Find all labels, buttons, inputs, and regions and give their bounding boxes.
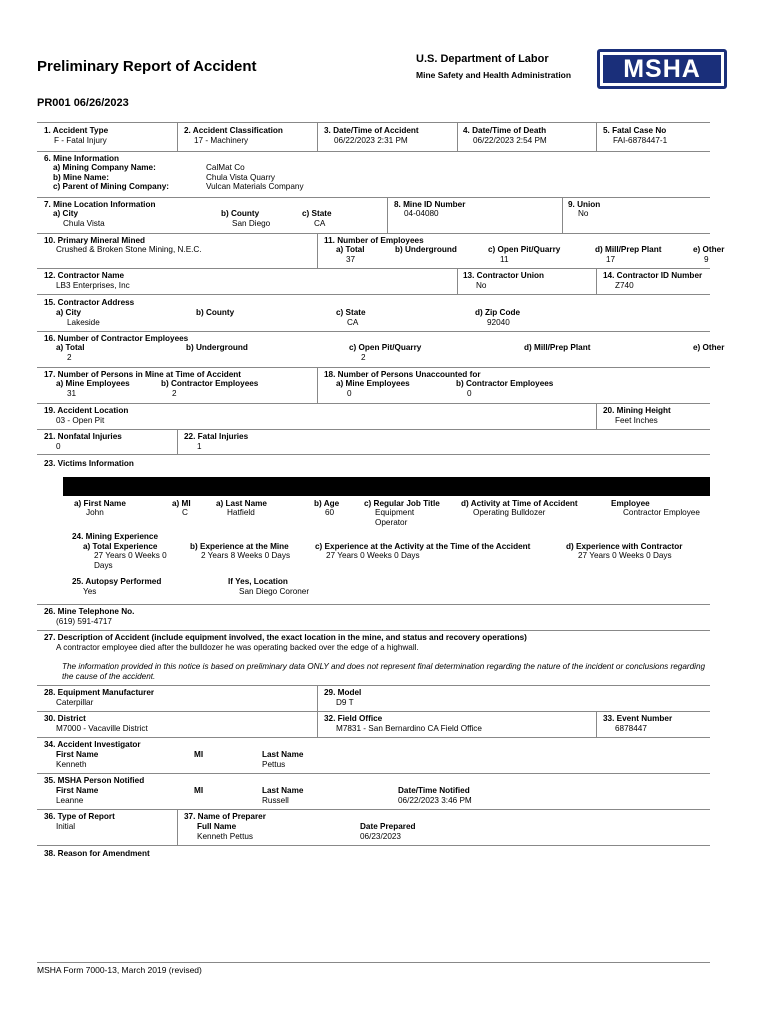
divider	[37, 454, 710, 455]
accident-location-label: 19. Accident Location	[44, 406, 129, 415]
accident-description-label: 27. Description of Accident (include equipment involved, the exact location in the mine, and status and recovery operations)	[44, 633, 527, 642]
mine-info-label: 6. Mine Information	[44, 154, 120, 163]
divider	[317, 233, 318, 268]
victim-first-name-value: John	[86, 508, 104, 517]
divider	[37, 122, 710, 123]
contractor-experience-value: 27 Years 0 Weeks 0 Days	[578, 551, 672, 560]
event-number-label: 33. Event Number	[603, 714, 673, 723]
autopsy-value: Yes	[83, 587, 97, 596]
model-label: 29. Model	[324, 688, 362, 697]
employees-other-value: 9	[704, 255, 709, 264]
divider	[37, 294, 710, 295]
accident-location-value: 03 - Open Pit	[56, 416, 105, 425]
victim-employee-value: Contractor Employee	[623, 508, 700, 517]
divider	[562, 197, 563, 233]
equipment-manufacturer-label: 28. Equipment Manufacturer	[44, 688, 155, 697]
contractor-union-value: No	[476, 281, 487, 290]
divider	[37, 809, 710, 810]
accident-description-value: A contractor employee died after the bulldozer he was operating backed over the edge of a highwall.	[56, 643, 419, 652]
autopsy-location-label: If Yes, Location	[228, 577, 288, 586]
employees-openpit-value: 11	[500, 255, 509, 264]
fatal-injuries-value: 1	[197, 442, 202, 451]
victim-last-name-label: a) Last Name	[216, 499, 267, 508]
investigator-first-value: Kenneth	[56, 760, 87, 769]
persons-in-mine-label: 17. Number of Persons in Mine at Time of Accident	[44, 370, 241, 379]
notified-datetime-label: Date/Time Notified	[398, 786, 470, 795]
activity-experience-value: 27 Years 0 Weeks 0 Days	[326, 551, 420, 560]
disclaimer-line-2: the cause of the accident.	[62, 672, 156, 681]
accident-datetime-value: 06/22/2023 2:31 PM	[334, 136, 408, 145]
divider	[177, 122, 178, 151]
divider	[177, 429, 178, 454]
employees-mill-value: 17	[606, 255, 616, 264]
department-name: U.S. Department of Labor	[416, 53, 549, 65]
divider	[37, 737, 710, 738]
total-experience-label: a) Total Experience	[83, 542, 158, 551]
notified-last-value: Russell	[262, 796, 289, 805]
divider	[37, 429, 710, 430]
divider	[37, 630, 710, 631]
district-value: M7000 - Vacaville District	[56, 724, 148, 733]
contractor-id-value: Z740	[615, 281, 634, 290]
divider	[37, 233, 710, 234]
divider	[37, 197, 710, 198]
accident-classification-label: 2. Accident Classification	[184, 126, 283, 135]
divider	[596, 403, 597, 429]
victim-activity-label: d) Activity at Time of Accident	[461, 499, 578, 508]
contractor-total-value: 2	[67, 353, 72, 362]
employees-mill-label: d) Mill/Prep Plant	[595, 245, 662, 254]
divider	[317, 685, 318, 711]
mine-county-label: b) County	[221, 209, 260, 218]
mine-city-value: Chula Vista	[63, 219, 105, 228]
agency-name: Mine Safety and Health Administration	[416, 70, 572, 80]
contractor-city-value: Lakeside	[67, 318, 100, 327]
divider	[317, 122, 318, 151]
persons-mine-employees-value: 31	[67, 389, 77, 398]
divider	[37, 604, 710, 605]
nonfatal-injuries-value: 0	[56, 442, 61, 451]
field-office-value: M7831 - San Bernardino CA Field Office	[336, 724, 482, 733]
unaccounted-label: 18. Number of Persons Unaccounted for	[324, 370, 481, 379]
activity-experience-label: c) Experience at the Activity at the Time of the Accident	[315, 542, 531, 551]
unaccounted-mine-label: a) Mine Employees	[336, 379, 410, 388]
employees-total-value: 37	[346, 255, 356, 264]
mine-id-value: 04-04080	[404, 209, 439, 218]
total-experience-value-1: 27 Years 0 Weeks 0	[94, 551, 167, 560]
event-number-value: 6878447	[615, 724, 647, 733]
divider	[37, 685, 710, 686]
district-label: 30. District	[44, 714, 86, 723]
contractor-employees-label: 16. Number of Contractor Employees	[44, 334, 189, 343]
mining-company-value: CalMat Co	[206, 163, 245, 172]
union-label: 9. Union	[568, 200, 601, 209]
investigator-label: 34. Accident Investigator	[44, 740, 141, 749]
mine-experience-label: b) Experience at the Mine	[190, 542, 289, 551]
divider	[37, 962, 710, 963]
persons-contractor-label: b) Contractor Employees	[161, 379, 259, 388]
employees-other-label: e) Other	[693, 245, 725, 254]
disclaimer-line-1: The information provided in this notice is based on preliminary data ONLY and does not represent final determination regarding the nature of the incident or conclusions regarding	[62, 662, 706, 671]
victim-mi-value: C	[182, 508, 188, 517]
report-id: PR001 06/26/2023	[37, 97, 129, 109]
victim-job-label: c) Regular Job Title	[364, 499, 440, 508]
divider	[457, 122, 458, 151]
mine-name-value: Chula Vista Quarry	[206, 173, 276, 182]
victim-mi-label: a) MI	[172, 499, 191, 508]
investigator-last-value: Pettus	[262, 760, 286, 769]
report-type-value: Initial	[56, 822, 76, 831]
divider	[37, 268, 710, 269]
employees-total-label: a) Total	[336, 245, 365, 254]
contractor-city-label: a) City	[56, 308, 82, 317]
unaccounted-contractor-label: b) Contractor Employees	[456, 379, 554, 388]
contractor-openpit-label: c) Open Pit/Quarry	[349, 343, 422, 352]
notified-first-label: First Name	[56, 786, 99, 795]
divider	[457, 268, 458, 294]
model-value: D9 T	[336, 698, 354, 707]
person-notified-label: 35. MSHA Person Notified	[44, 776, 145, 785]
preparer-label: 37. Name of Preparer	[184, 812, 266, 821]
parent-company-value: Vulcan Materials Company	[206, 182, 304, 191]
contractor-id-label: 14. Contractor ID Number	[603, 271, 703, 280]
divider	[37, 845, 710, 846]
persons-mine-employees-label: a) Mine Employees	[56, 379, 130, 388]
primary-mineral-label: 10. Primary Mineral Mined	[44, 236, 146, 245]
divider	[596, 122, 597, 151]
mine-telephone-label: 26. Mine Telephone No.	[44, 607, 135, 616]
persons-contractor-value: 2	[172, 389, 177, 398]
divider	[37, 773, 710, 774]
contractor-name-label: 12. Contractor Name	[44, 271, 125, 280]
notified-mi-label: MI	[194, 786, 204, 795]
autopsy-location-value: San Diego Coroner	[239, 587, 310, 596]
page-title: Preliminary Report of Accident	[37, 58, 257, 75]
victims-info-label: 23. Victims Information	[44, 459, 134, 468]
mine-location-label: 7. Mine Location Information	[44, 200, 156, 209]
contractor-address-label: 15. Contractor Address	[44, 298, 135, 307]
contractor-openpit-value: 2	[361, 353, 366, 362]
contractor-mill-label: d) Mill/Prep Plant	[524, 343, 591, 352]
mining-experience-label: 24. Mining Experience	[72, 532, 158, 541]
contractor-union-label: 13. Contractor Union	[463, 271, 544, 280]
divider	[387, 197, 388, 233]
report-type-label: 36. Type of Report	[44, 812, 115, 821]
primary-mineral-value: Crushed & Broken Stone Mining, N.E.C.	[56, 245, 202, 254]
equipment-manufacturer-value: Caterpillar	[56, 698, 94, 707]
fatal-case-value: FAI-6878447-1	[613, 136, 668, 145]
divider	[37, 331, 710, 332]
victim-employee-label: Employee	[611, 499, 650, 508]
divider	[37, 403, 710, 404]
contractor-state-value: CA	[347, 318, 359, 327]
notified-first-value: Leanne	[56, 796, 84, 805]
mine-state-value: CA	[314, 219, 326, 228]
total-experience-value-2: Days	[94, 561, 113, 570]
accident-type-value: F - Fatal Injury	[54, 136, 107, 145]
mine-telephone-value: (619) 591-4717	[56, 617, 112, 626]
form-id: MSHA Form 7000-13, March 2019 (revised)	[37, 965, 202, 975]
investigator-last-label: Last Name	[262, 750, 304, 759]
preparer-full-name-value: Kenneth Pettus	[197, 832, 253, 841]
employees-underground-label: b) Underground	[395, 245, 457, 254]
accident-type-label: 1. Accident Type	[44, 126, 109, 135]
unaccounted-contractor-value: 0	[467, 389, 472, 398]
contractor-total-label: a) Total	[56, 343, 85, 352]
accident-classification-value: 17 - Machinery	[194, 136, 249, 145]
investigator-mi-label: MI	[194, 750, 204, 759]
employees-label: 11. Number of Employees	[324, 236, 424, 245]
victim-first-name-label: a) First Name	[74, 499, 126, 508]
victim-header-bar	[63, 477, 710, 496]
employees-openpit-label: c) Open Pit/Quarry	[488, 245, 561, 254]
union-value: No	[578, 209, 589, 218]
mine-state-label: c) State	[302, 209, 332, 218]
msha-logo-text: MSHA	[603, 55, 721, 83]
mine-experience-value: 2 Years 8 Weeks 0 Days	[201, 551, 291, 560]
date-prepared-value: 06/23/2023	[360, 832, 401, 841]
autopsy-label: 25. Autopsy Performed	[72, 577, 162, 586]
victim-age-label: b) Age	[314, 499, 340, 508]
victim-activity-value: Operating Bulldozer	[473, 508, 546, 517]
death-datetime-label: 4. Date/Time of Death	[463, 126, 547, 135]
contractor-other-label: e) Other	[693, 343, 725, 352]
msha-logo	[597, 49, 727, 89]
fatal-injuries-label: 22. Fatal Injuries	[184, 432, 249, 441]
fatal-case-label: 5. Fatal Case No	[603, 126, 667, 135]
divider	[596, 268, 597, 294]
mine-county-value: San Diego	[232, 219, 271, 228]
investigator-first-label: First Name	[56, 750, 99, 759]
contractor-state-label: c) State	[336, 308, 366, 317]
death-datetime-value: 06/22/2023 2:54 PM	[473, 136, 547, 145]
contractor-name-value: LB3 Enterprises, Inc	[56, 281, 130, 290]
field-office-label: 32. Field Office	[324, 714, 383, 723]
victim-job-value-2: Operator	[375, 518, 408, 527]
notified-datetime-value: 06/22/2023 3:46 PM	[398, 796, 472, 805]
divider	[37, 151, 710, 152]
contractor-experience-label: d) Experience with Contractor	[566, 542, 683, 551]
notified-last-label: Last Name	[262, 786, 304, 795]
divider	[317, 367, 318, 403]
divider	[596, 711, 597, 737]
divider	[317, 711, 318, 737]
mine-city-label: a) City	[53, 209, 79, 218]
unaccounted-mine-value: 0	[347, 389, 352, 398]
contractor-zip-label: d) Zip Code	[475, 308, 521, 317]
nonfatal-injuries-label: 21. Nonfatal Injuries	[44, 432, 122, 441]
contractor-zip-value: 92040	[487, 318, 510, 327]
divider	[37, 711, 710, 712]
mine-name-label: b) Mine Name:	[53, 173, 109, 182]
victim-job-value-1: Equipment	[375, 508, 415, 517]
divider	[177, 809, 178, 845]
mining-company-label: a) Mining Company Name:	[53, 163, 156, 172]
contractor-county-label: b) County	[196, 308, 235, 317]
amendment-reason-label: 38. Reason for Amendment	[44, 849, 150, 858]
parent-company-label: c) Parent of Mining Company:	[53, 182, 169, 191]
divider	[37, 367, 710, 368]
preparer-full-name-label: Full Name	[197, 822, 237, 831]
mining-height-label: 20. Mining Height	[603, 406, 671, 415]
victim-last-name-value: Hatfield	[227, 508, 255, 517]
accident-datetime-label: 3. Date/Time of Accident	[324, 126, 419, 135]
date-prepared-label: Date Prepared	[360, 822, 416, 831]
mine-id-label: 8. Mine ID Number	[394, 200, 466, 209]
mining-height-value: Feet Inches	[615, 416, 658, 425]
victim-age-value: 60	[325, 508, 335, 517]
contractor-underground-label: b) Underground	[186, 343, 248, 352]
